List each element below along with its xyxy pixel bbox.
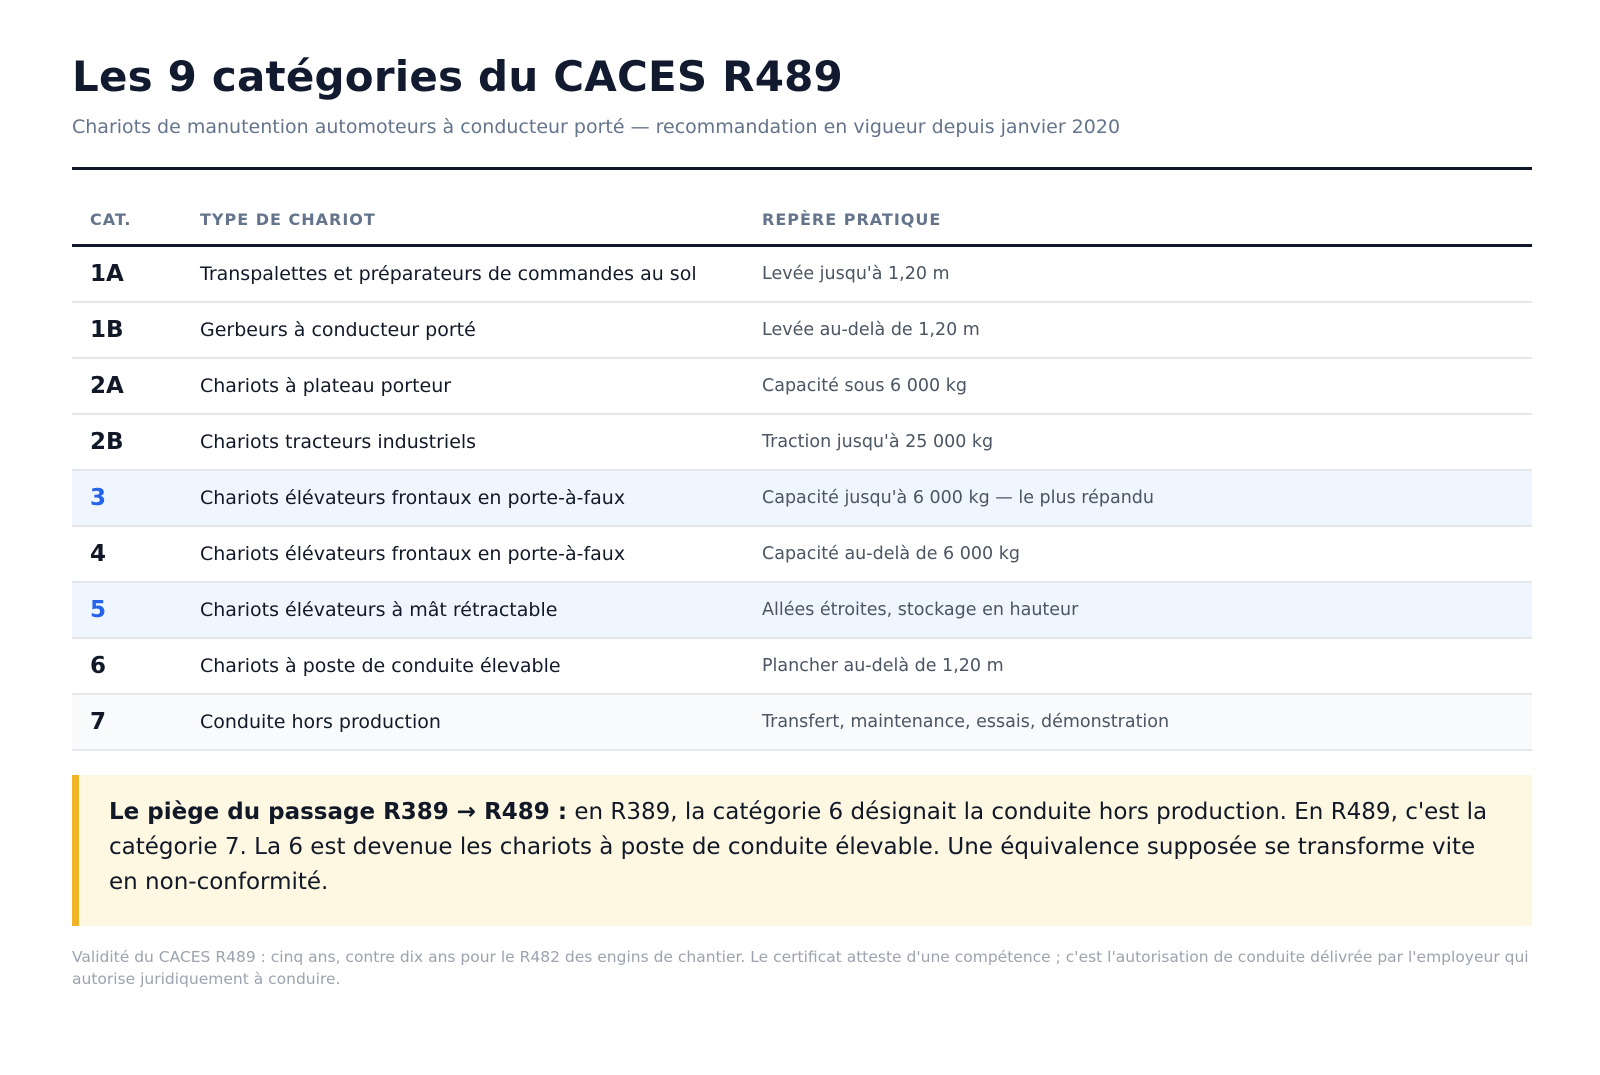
- practical-hint: Levée jusqu'à 1,20 m: [744, 246, 1532, 303]
- table-row: [72, 638, 1532, 694]
- table-header-row: [72, 194, 1532, 246]
- vehicle-type: Transpalettes et préparateurs de commandes au sol: [182, 246, 744, 303]
- footnote: Validité du CACES R489 : cinq ans, contre dix ans pour le R482 des engins de chantier. Le certificat atteste d'une compétence ; c'est l'autorisation de conduite délivrée par l'employeur qui autorise juridiquement à conduire.: [72, 948, 1529, 988]
- callout-lead: Le piège du passage R389 → R489 :: [109, 799, 568, 825]
- table-row: [72, 470, 1532, 526]
- vehicle-type: Gerbeurs à conducteur porté: [182, 302, 744, 358]
- category-code: 7: [72, 694, 182, 750]
- practical-hint: Plancher au-delà de 1,20 m: [744, 638, 1532, 694]
- practical-hint: Allées étroites, stockage en hauteur: [744, 582, 1532, 638]
- practical-hint: Capacité au-delà de 6 000 kg: [744, 526, 1532, 582]
- table-row: [72, 302, 1532, 358]
- table-row: [72, 414, 1532, 470]
- column-header-cat: CAT.: [72, 194, 182, 246]
- table-row: [72, 582, 1532, 638]
- table-row: [72, 526, 1532, 582]
- vehicle-type: Chariots élévateurs à mât rétractable: [182, 582, 744, 638]
- category-code: 5: [72, 582, 182, 638]
- column-header-hint: REPÈRE PRATIQUE: [744, 194, 1532, 246]
- category-code: 1A: [72, 246, 182, 303]
- practical-hint: Capacité jusqu'à 6 000 kg — le plus répandu: [744, 470, 1532, 526]
- vehicle-type: Chariots à plateau porteur: [182, 358, 744, 414]
- practical-hint: Levée au-delà de 1,20 m: [744, 302, 1532, 358]
- practical-hint: Traction jusqu'à 25 000 kg: [744, 414, 1532, 470]
- vehicle-type: Chariots tracteurs industriels: [182, 414, 744, 470]
- title-divider: [72, 167, 1532, 170]
- vehicle-type: Chariots élévateurs frontaux en porte-à-faux: [182, 526, 744, 582]
- vehicle-type: Conduite hors production: [182, 694, 744, 750]
- category-code: 1B: [72, 302, 182, 358]
- document: [72, 50, 1532, 990]
- category-code: 4: [72, 526, 182, 582]
- column-header-type: TYPE DE CHARIOT: [182, 194, 744, 246]
- category-code: 2B: [72, 414, 182, 470]
- practical-hint: Transfert, maintenance, essais, démonstration: [744, 694, 1532, 750]
- page-subtitle: Chariots de manutention automoteurs à conducteur porté — recommandation en vigueur depuis janvier 2020: [72, 116, 1121, 138]
- table-body: [72, 246, 1532, 751]
- practical-hint: Capacité sous 6 000 kg: [744, 358, 1532, 414]
- vehicle-type: Chariots à poste de conduite élevable: [182, 638, 744, 694]
- table-row: [72, 694, 1532, 750]
- table-row: [72, 246, 1532, 303]
- category-code: 3: [72, 470, 182, 526]
- page-title: Les 9 catégories du CACES R489: [72, 52, 843, 101]
- vehicle-type: Chariots élévateurs frontaux en porte-à-faux: [182, 470, 744, 526]
- category-code: 2A: [72, 358, 182, 414]
- categories-table: [72, 194, 1532, 751]
- callout-body: en R389, la catégorie 6 désignait la conduite hors production. En R489, c'est la catégorie 7. La 6 est devenue les chariots à poste de conduite élevable. Une équivalence supposée se transforme vite en non-conformité.: [109, 799, 1488, 895]
- warning-callout: [72, 775, 1532, 926]
- category-code: 6: [72, 638, 182, 694]
- table-row: [72, 358, 1532, 414]
